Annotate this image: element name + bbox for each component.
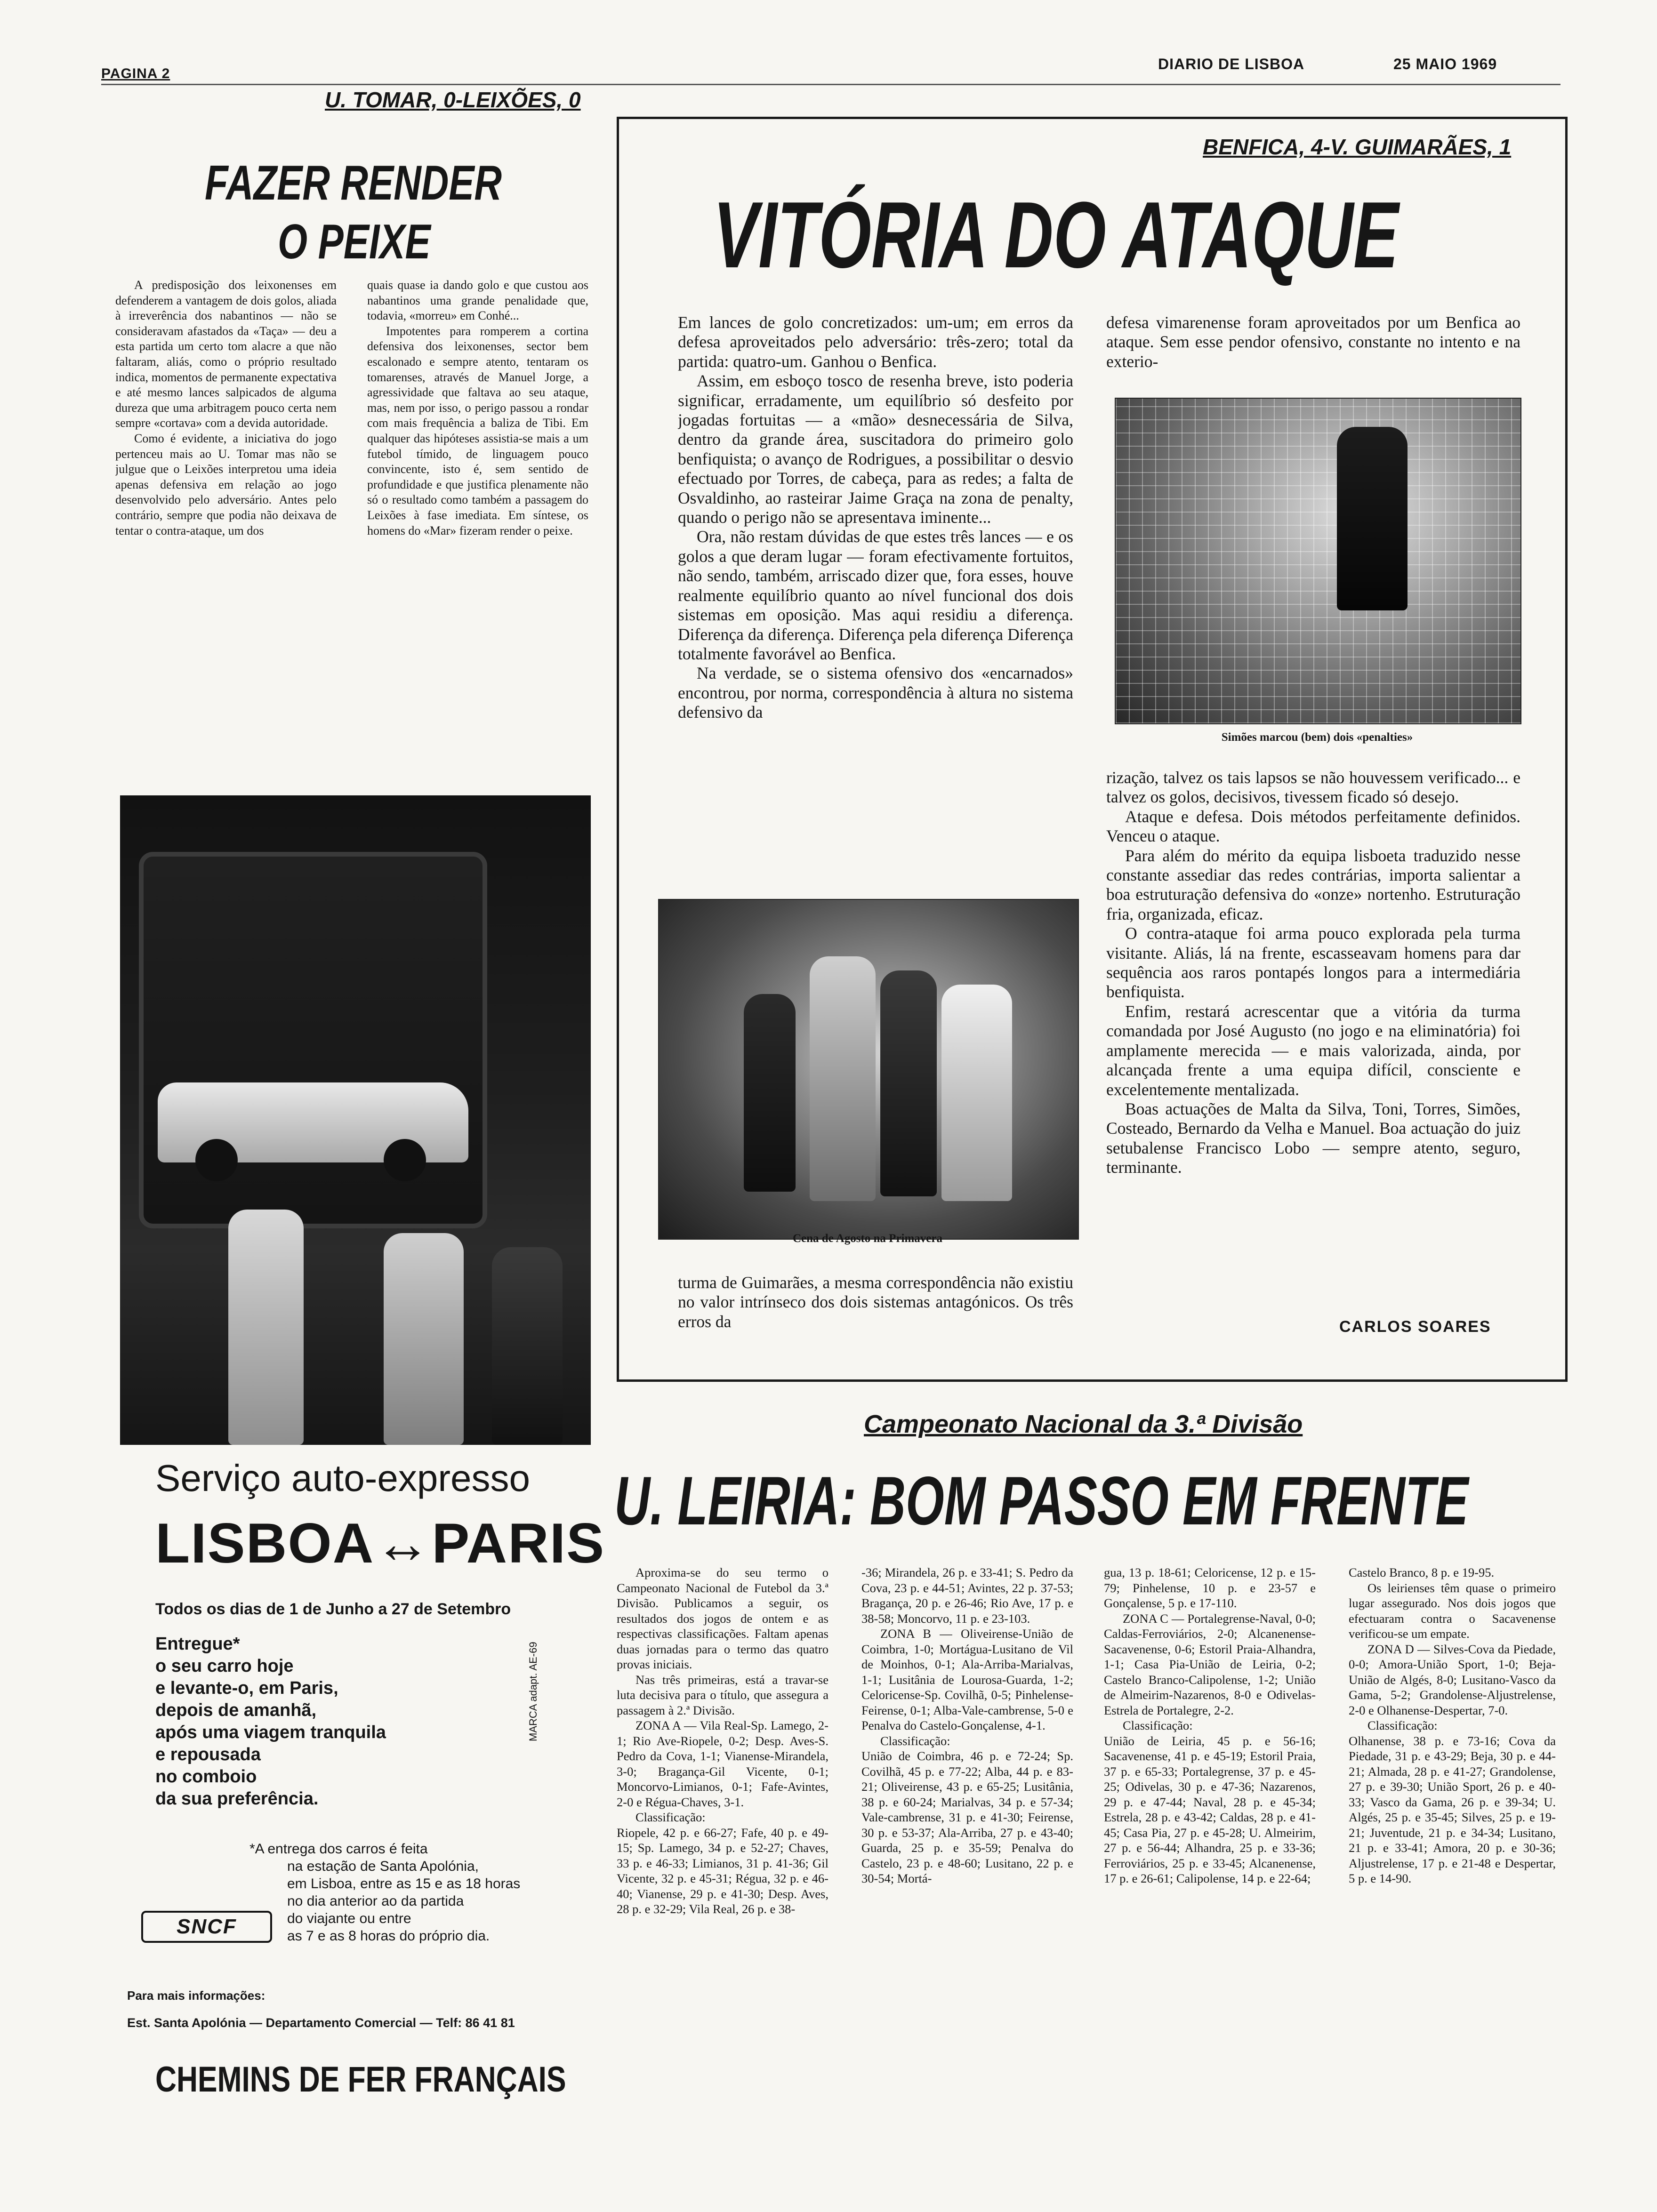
sncf-logo: SNCF <box>141 1911 272 1943</box>
train-wagon <box>139 852 487 1228</box>
ad-lines <box>155 1633 532 1810</box>
ad-footnote-line: do viajante ou entre <box>287 1911 411 1926</box>
ad-line: após uma viagem tranquila <box>155 1723 386 1742</box>
ad-line: Entregue* <box>155 1634 240 1654</box>
benfica-column-right-top <box>1106 313 1520 374</box>
leiria-column-3 <box>1104 1565 1316 2172</box>
ad-line: o seu carro hoje <box>155 1656 294 1676</box>
caption-mid-photo: Cena de Agosto na Primavera <box>792 1232 943 1245</box>
ad-line: da sua preferência. <box>155 1789 319 1809</box>
paragraph: Castelo Branco, 8 p. e 19-95. <box>1349 1565 1495 1579</box>
paragraph: União de Coimbra, 46 p. e 72-24; Sp. Covilhã, 45 p. e 77-22; Alba, 44 p. e 83-21; Oliveirense, 43 p. e 65-25; Lusitânia, 38 p. e 60-24; Marialvas, 34 p. e 57-34; Vale-cambrense, 31 p. e 41-30; Feirense, 30 p. e 53-37; Ala-Arriba, 27 p. e 43-40; Guarda, 25 p. e 35-59; Penalva do Castelo, 23 p. e 48-60; Lusitano, 22 p. e 30-54; Mortá- <box>861 1749 1073 1885</box>
tomar-column-1 <box>115 278 337 772</box>
leiria-column-1 <box>617 1565 828 2172</box>
ad-footnote <box>249 1840 588 1945</box>
tomar-column-2 <box>367 278 588 772</box>
benfica-column-left-bottom <box>678 1273 1073 1344</box>
player-figure <box>810 956 876 1201</box>
paragraph: Aproxima-se do seu termo o Campeonato Nacional de Futebol da 3.ª Divisão. Publicamos a seguir, os resultados dos jogos de ontem e as respectivas classificações. Faltam apenas duas jornadas para o termo das quatro provas iniciais. <box>617 1565 828 1671</box>
paragraph: Ora, não restam dúvidas de que estes três lances — e os golos a que deram lugar — foram efectivamente fortuitos, não sendo, também, arriscado dizer que, fora esses, houve realmente equilíbrio quanto ao nível funcional dos dois sistemas em oposição. Mas aqui residiu a diferença. Diferença da diferença. Diferença pela diferença Diferença totalmente favorável ao Benfica. <box>678 527 1073 663</box>
ad-footnote-line: no dia anterior ao da partida <box>287 1893 464 1909</box>
paragraph: O contra-ataque foi arma pouco explorada pela turma visitante. Aliás, lá na frente, escasseavam homens para dar sequência aos raros pontapés longos para a intermediária benfiquista. <box>1106 924 1520 1002</box>
paragraph: gua, 13 p. 18-61; Celoricense, 12 p. e 15-79; Pinhelense, 10 p. e 23-57 e Gonçalense, 5 p. e 17-110. <box>1104 1565 1316 1610</box>
paragraph: Ataque e defesa. Dois métodos perfeitamente definidos. Venceu o ataque. <box>1106 807 1520 846</box>
benfica-headline: VITÓRIA DO ATAQUE <box>713 183 1399 288</box>
paragraph: defesa vimarenense foram aproveitados por um Benfica ao ataque. Sem esse pendor ofensivo, constante no intento e na exterio- <box>1106 313 1520 371</box>
ad-line: e levante-o, em Paris, <box>155 1678 338 1698</box>
paragraph: Riopele, 42 p. e 66-27; Fafe, 40 p. e 49-15; Sp. Lamego, 34 p. e 52-27; Chaves, 33 p. e 46-33; Limianos, 31 p. 41-36; Gil Vicente, 32 p. e 45-31; Régua, 32 p. e 46-40; Vianense, 29 p. e 41-30; Desp. Aves, 28 p. e 32-29; Vila Real, 26 p. e 38- <box>617 1825 828 1916</box>
page-label: PAGINA 2 <box>101 66 170 81</box>
paragraph: Impotentes para romperem a cortina defensiva dos leixonenses, sector bem escalonado e sempre atento, tentaram os tomarenses, através de Manuel Jorge, a agressividade que faltava ao seu ataque, mas, nem por isso, o perigo passou a rondar com mais frequência a baliza de Tibi. Em qualquer das hipóteses assistia-se mais a um futebol tímido, de linguagem pouco convincente, isto é, sem sentido de profundidade e que justifica plenamente não só o resultado como também a passagem do Leixões à fase imediata. Em síntese, os homens do «Mar» fizeram render o peixe. <box>367 324 588 537</box>
car-wheel <box>195 1139 238 1181</box>
paragraph: Olhanense, 38 p. e 73-16; Cova da Piedade, 31 p. e 43-29; Beja, 30 p. e 44-21; Almada, 28 p. e 41-27; Grandolense, 27 p. e 39-30; União Sport, 26 p. e 40-33; Vasco da Gama, 26 p. e 39-34; U. Algés, 25 p. e 35-45; Silves, 25 p. e 19-21; Juventude, 21 p. e 34-34; Lusitano, 21 p. e 33-41; Amora, 20 p. e 30-36; Aljustrelense, 17 p. e 21-48 e Despertar, 5 p. e 14-90. <box>1349 1733 1556 1885</box>
paragraph: Classificação: <box>880 1733 950 1748</box>
page-date: 25 MAIO 1969 <box>1393 56 1497 72</box>
ad-title: Serviço auto-expresso <box>155 1457 530 1499</box>
paragraph: Assim, em esboço tosco de resenha breve, isto poderia significar, erradamente, um equilíbrio só desfeito por jogadas fortuitas — a «mão» desnecessária de Silva, dentro da grande área, suscitadora do primeiro golo benfiquista; o avanço de Rodrigues, a possibilitar o desvio efectuado por Torres, de cabeça, para as redes; a falta de Osvaldinho, ao rasteirar Jaime Graça na zona de penalty, quando o perigo não se apresentava iminente... <box>678 371 1073 527</box>
benfica-column-right-bottom <box>1106 768 1520 1319</box>
ad-line: depois de amanhã, <box>155 1700 317 1720</box>
ad-footnote-line: na estação de Santa Apolónia, <box>287 1859 479 1874</box>
tomar-kicker: U. TOMAR, 0-LEIXÕES, 0 <box>325 88 581 112</box>
paragraph: -36; Mirandela, 26 p. e 33-41; S. Pedro da Cova, 23 p. e 44-51; Avintes, 22 p. 37-53; Bragança, 20 p. e 26-46; Rio Ave, 17 p. e 38-58; Moncorvo, 11 p. e 23-103. <box>861 1565 1073 1626</box>
paragraph: Em lances de golo concretizados: um-um; em erros da defesa aproveitados pelo adversário: três-zero; total da partida: quatro-um. Ganhou o Benfica. <box>678 313 1073 371</box>
leiria-column-4 <box>1349 1565 1556 2172</box>
paragraph: ZONA B — Oliveirense-União de Coimbra, 1-0; Mortágua-Lusitano de Vil de Moinhos, 0-1; Ala-Arriba-Marialvas, 1-1; Lusitânia de Lourosa-Guarda, 1-2; Celoricense-Sp. Covilhã, 0-5; Pinhelense-Feirense, 0-1; Alba-Vale-cambrense, 5-0 e Penalva do Castelo-Gonçalense, 4-1. <box>861 1627 1073 1732</box>
photo-penalty-goal <box>1115 398 1521 724</box>
paragraph: ZONA D — Silves-Cova da Piedade, 0-0; Amora-União Sport, 1-0; Beja-União de Algés, 8-0; Lusitano-Vasco da Gama, 5-2; Grandolense-Aljustrelense, 2-0 e Olhanense-Despertar, 7-0. <box>1349 1642 1556 1717</box>
leiria-headline: U. LEIRIA: BOM PASSO EM FRENTE <box>614 1462 1469 1539</box>
ad-footnote-line: *A entrega dos carros é feita <box>249 1841 428 1857</box>
woman-figure <box>384 1233 464 1445</box>
ad-photo-car-train <box>120 795 591 1445</box>
paragraph: quais quase ia dando golo e que custou aos nabantinos uma grande penalidade que, todavia, «morreu» em Conhé... <box>367 278 588 323</box>
paragraph: Boas actuações de Malta da Silva, Toni, Torres, Simões, Costeado, Bernardo da Velha e Manuel. Boa actuação do juiz setubalense Francisco Lobo — sempre atento, seguro, terminante. <box>1106 1099 1520 1177</box>
attendant-figure <box>492 1247 563 1445</box>
ad-line: e repousada <box>155 1745 261 1764</box>
paragraph: Enfim, restará acrescentar que a vitória da turma comandada por José Augusto (no jogo e na eliminatória) foi amplamente merecida — e mais valorizada, ainda, por alcançada frente a uma equipa difícil, consciente e excelentemente mentalizada. <box>1106 1002 1520 1099</box>
player-figure <box>941 985 1012 1201</box>
ad-footnote-line: em Lisboa, entre as 15 e as 18 horas <box>287 1876 521 1891</box>
paragraph: Classificação: <box>1123 1718 1193 1732</box>
benfica-byline: CARLOS SOARES <box>1339 1318 1491 1336</box>
benfica-column-left-top <box>678 313 1073 878</box>
ad-side-code: MARCA adapt. AE-69 <box>527 1642 539 1741</box>
goalkeeper-figure <box>1337 427 1408 610</box>
ad-info-line: Est. Santa Apolónia — Departamento Comercial — Telf: 86 41 81 <box>127 2016 515 2030</box>
paragraph: Na verdade, se o sistema ofensivo dos «encarnados» encontrou, por norma, correspondência à altura no sistema defensivo da <box>678 664 1073 722</box>
newspaper-name: DIARIO DE LISBOA <box>1158 56 1305 72</box>
ad-line: no comboio <box>155 1767 257 1787</box>
header-rule <box>101 84 1560 85</box>
paragraph: turma de Guimarães, a mesma correspondência não existiu no valor intrínseco dos dois sistemas antagónicos. Os três erros da <box>678 1273 1073 1331</box>
ad-company: CHEMINS DE FER FRANÇAIS <box>155 2060 566 2100</box>
ad-dates: Todos os dias de 1 de Junho a 27 de Setembro <box>155 1600 511 1618</box>
paragraph: Classificação: <box>1367 1718 1438 1732</box>
paragraph: rização, talvez os tais lapsos se não houvessem verificado... e talvez os golos, decisivos, tivessem ficado só desejo. <box>1106 768 1520 807</box>
photo-goal-scene <box>658 899 1079 1240</box>
man-figure <box>228 1210 304 1445</box>
leiria-column-2 <box>861 1565 1073 2172</box>
ad-route: LISBOA↔PARIS <box>155 1512 605 1575</box>
tomar-headline-line1: FAZER RENDER <box>205 156 502 210</box>
paragraph: Como é evidente, a iniciativa do jogo pertenceu mais ao U. Tomar mas não se julgue que o Leixões interpretou uma ideia apenas defensiva em relação ao jogo desenvolvido pelo adversário. Antes pelo contrário, sempre que podia não deixava de tentar o contra-ataque, um dos <box>115 431 337 537</box>
player-figure <box>744 994 796 1192</box>
car-wheel <box>384 1139 426 1181</box>
paragraph: A predisposição dos leixonenses em defenderem a vantagem de dois golos, aliada à irreverência dos nabantinos — não se consideravam afastados da «Taça» — deu a esta partida um certo tom alacre a que não faltaram, aliás, como o próprio resultado indica, momentos de permanente expectativa e até mesmo lances salpicados de alguma dureza que uma arbitragem pouco certa nem sempre «cortava» com a devida autoridade. <box>115 278 337 430</box>
paragraph: Nas três primeiras, está a travar-se luta decisiva para o título, que assegura a passagem à 2.ª Divisão. <box>617 1672 828 1717</box>
paragraph: ZONA A — Vila Real-Sp. Lamego, 2-1; Rio Ave-Riopele, 0-2; Desp. Aves-S. Pedro da Cova, 1-1; Vianense-Mirandela, 3-0; Bragança-Gil Vicente, 0-1; Moncorvo-Limianos, 0-1; Fafe-Avintes, 2-0 e Régua-Chaves, 3-1. <box>617 1718 828 1809</box>
player-figure <box>880 970 937 1196</box>
ad-footnote-line: as 7 e as 8 horas do próprio dia. <box>287 1928 490 1944</box>
tomar-headline-line2: O PEIXE <box>278 215 431 269</box>
paragraph: União de Leiria, 45 p. e 56-16; Sacavenense, 41 p. e 45-19; Estoril Praia, 37 p. e 65-33; Portalegrense, 37 p. e 45-25; Odivelas, 30 p. e 47-36; Nazarenos, 29 p. e 47-44; Naval, 28 p. e 45-34; Estrela, 28 p. e 43-42; Caldas, 28 p. e 41-45; Casa Pia, 27 p. e 45-28; U. Almeirim, 27 p. e 56-44; Alhandra, 25 p. e 33-36; Ferroviários, 25 p. e 33-45; Alcanenense, 17 p. e 26-61; Calipolense, 14 p. e 22-64; <box>1104 1733 1316 1885</box>
paragraph: Os leirienses têm quase o primeiro lugar assegurado. Nos dois jogos que efectuaram contra o Sacavenense verificou-se um empate. <box>1349 1580 1556 1641</box>
paragraph: Classificação: <box>635 1810 706 1824</box>
leiria-kicker: Campeonato Nacional da 3.ª Divisão <box>864 1410 1303 1438</box>
benfica-kicker: BENFICA, 4-V. GUIMARÃES, 1 <box>1203 135 1512 159</box>
paragraph: Para além do mérito da equipa lisboeta traduzido nesse constante assediar das redes contrárias, importa salientar a boa estruturação defensiva do «onze» nortenho. Estruturação fria, organizada, eficaz. <box>1106 846 1520 923</box>
paragraph: ZONA C — Portalegrense-Naval, 0-0; Caldas-Ferroviários, 2-0; Alcanenense-Sacavenense, 0-6; Estoril Praia-Alhandra, 1-1; Casa Pia-União de Leiria, 0-2; Castelo Branco-Calipolense, 1-2; União de Almeirim-Nazarenos, 8-0 e Odivelas-Estrela de Portalegre, 2-2. <box>1104 1611 1316 1717</box>
ad-info-label: Para mais informações: <box>127 1988 265 2003</box>
goal-net <box>1116 399 1520 723</box>
caption-top-photo: Simões marcou (bem) dois «penalties» <box>1221 731 1413 744</box>
